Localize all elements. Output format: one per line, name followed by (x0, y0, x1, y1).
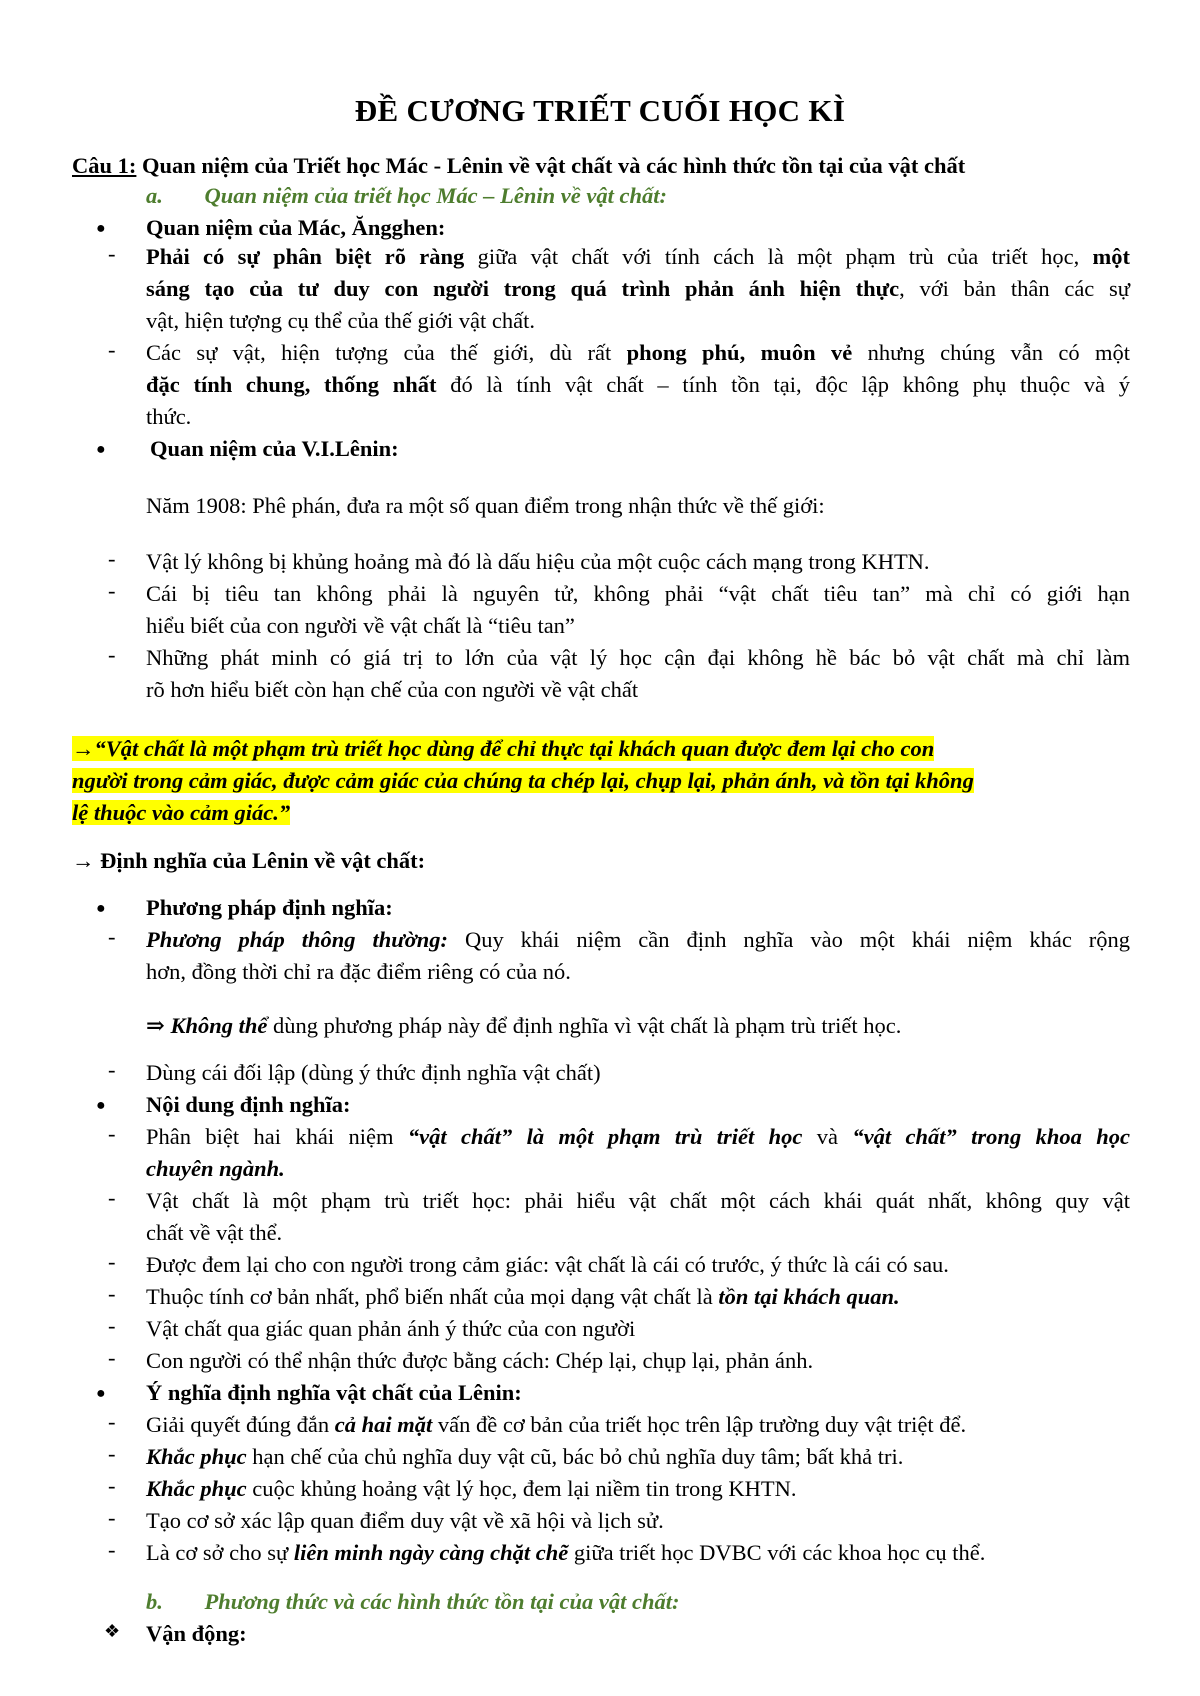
bold-text: đặc tính chung, thống nhất (146, 372, 437, 397)
marx-p1-line2 (146, 273, 1130, 305)
section-letter: a. (146, 183, 163, 208)
bullet-icon: ● (96, 1385, 106, 1402)
question-label: Câu 1: (72, 153, 137, 178)
lenin-d3-line1: Những phát minh có giá trị to lớn của vật lý học cận đại không hề bác bỏ vật chất mà chỉ làm (146, 645, 1130, 670)
dash-marker: - (108, 241, 116, 266)
method-d1-line2: hơn, đồng thời chỉ ra đặc điểm riêng có của nó. (146, 959, 571, 984)
bold-italic-text: liên minh ngày càng chặt chẽ (293, 1540, 569, 1565)
dash-marker: - (108, 1185, 116, 1210)
content-d2-line1: Vật chất là một phạm trù triết học: phải hiểu vật chất một cách khái quát nhất, không quy vật (146, 1188, 1130, 1213)
dash-marker: - (108, 1345, 116, 1370)
bullet-icon: ● (96, 1097, 106, 1114)
quote-text: “Vật chất là một phạm trù triết học dùng để chỉ thực tại khách quan được đem lại cho con (94, 736, 935, 761)
arrow-icon: → (72, 736, 95, 761)
question-text: Quan niệm của Triết học Mác - Lênin về vật chất và các hình thức tồn tại của vật chất (136, 153, 966, 178)
lenin-d2-line1: Cái bị tiêu tan không phải là nguyên tử, không phải “vật chất tiêu tan” mà chỉ có giới hạn (146, 581, 1130, 606)
text: Phân biệt hai khái niệm (146, 1124, 408, 1149)
quote-text: lệ thuộc vào cảm giác.” (72, 800, 291, 825)
text: Là cơ sở cho sự (146, 1540, 294, 1565)
dash-marker: - (108, 578, 116, 603)
dash-marker: - (108, 924, 116, 949)
text: đó là tính vật chất – tính tồn tại, độc lập không phụ thuộc và ý (436, 372, 1130, 397)
bold-italic-text: cả hai mặt (334, 1412, 433, 1437)
bold-text: phong phú, muôn vẻ (626, 340, 853, 365)
quote-line2 (72, 765, 974, 797)
meaning-d5 (146, 1537, 985, 1569)
bold-italic-text: “vật chất” là một phạm trù triết học (407, 1124, 803, 1149)
content-d5: Vật chất qua giác quan phản ánh ý thức của con người (146, 1316, 636, 1341)
text: cuộc khủng hoảng vật lý học, đem lại niềm tin trong KHTN. (246, 1476, 797, 1501)
meaning-d4: Tạo cơ sở xác lập quan điểm duy vật về xã hội và lịch sử. (146, 1508, 664, 1533)
dash-marker: - (108, 1313, 116, 1338)
text: vấn đề cơ bản của triết học trên lập trường duy vật triệt để. (432, 1412, 967, 1437)
text: giữa vật chất với tính cách là một phạm trù của triết học, (464, 244, 1093, 269)
content-d4 (146, 1281, 900, 1313)
quote-text: người trong cảm giác, được cảm giác của chúng ta chép lại, chụp lại, phản ánh, và tồn tại không (72, 768, 974, 793)
content-d1-line2: chuyên ngành. (146, 1156, 285, 1181)
dash-marker: - (108, 1121, 116, 1146)
dash-marker: - (108, 1537, 116, 1562)
lenin-d1: Vật lý không bị khủng hoảng mà đó là dấu hiệu của một cuộc cách mạng trong KHTN. (146, 549, 930, 574)
content-d6: Con người có thể nhận thức được bằng cách: Chép lại, chụp lại, phản ánh. (146, 1348, 814, 1373)
method-d2: Dùng cái đối lập (dùng ý thức định nghĩa vật chất) (146, 1060, 601, 1085)
content-d2-line2: chất về vật thể. (146, 1220, 283, 1245)
method-d1-line1 (146, 924, 1130, 956)
motion-heading: Vận động: (146, 1621, 247, 1646)
marx-p2-line1 (146, 337, 1130, 369)
bullet-icon: ● (96, 441, 106, 458)
dash-marker: - (108, 1473, 116, 1498)
lenin-d2-line2: hiểu biết của con người về vật chất là “tiêu tan” (146, 613, 575, 638)
lenin-intro: Năm 1908: Phê phán, đưa ra một số quan điểm trong nhận thức về thế giới: (146, 493, 825, 518)
bullet-icon: ● (96, 220, 106, 237)
definition-heading (72, 845, 425, 877)
text: Các sự vật, hiện tượng của thế giới, dù rất (146, 340, 627, 365)
definition-text: Định nghĩa của Lênin về vật chất: (94, 848, 426, 873)
text: Thuộc tính cơ bản nhất, phổ biến nhất của mọi dạng vật chất là (146, 1284, 719, 1309)
text: hạn chế của chủ nghĩa duy vật cũ, bác bỏ chủ nghĩa duy tâm; bất khả tri. (246, 1444, 904, 1469)
document-title: ĐỀ CƯƠNG TRIẾT CUỐI HỌC KÌ (354, 93, 846, 128)
dash-marker: - (108, 1249, 116, 1274)
marx-p2-line3: thức. (146, 404, 192, 429)
text: Giải quyết đúng đắn (146, 1412, 335, 1437)
text: và (802, 1124, 853, 1149)
meaning-heading: Ý nghĩa định nghĩa vật chất của Lênin: (146, 1380, 522, 1405)
meaning-d2 (146, 1441, 903, 1473)
quote-line3 (72, 797, 290, 829)
marx-p1-line1 (146, 241, 1130, 273)
meaning-d1 (146, 1409, 966, 1441)
dash-marker: - (108, 1057, 116, 1082)
question-1-heading (72, 150, 965, 182)
bold-italic-text: Phương pháp thông thường: (146, 927, 449, 952)
marx-p2-line2 (146, 369, 1130, 401)
diamond-bullet-icon: ❖ (104, 1621, 121, 1641)
meaning-d3 (146, 1473, 797, 1505)
section-a-heading (146, 180, 667, 212)
section-title: Quan niệm của triết học Mác – Lênin về vật chất: (204, 183, 667, 208)
dash-marker: - (108, 1505, 116, 1530)
bold-italic-text: Khắc phục (146, 1476, 247, 1501)
lenin-d3-line2: rõ hơn hiểu biết còn hạn chế của con người về vật chất (146, 677, 639, 702)
bullet-icon: ● (96, 900, 106, 917)
bold-text: một (1092, 244, 1131, 269)
quote-line1 (72, 733, 1132, 765)
bold-italic-text: tồn tại khách quan. (718, 1284, 900, 1309)
text: giữa triết học DVBC với các khoa học cụ thể. (568, 1540, 986, 1565)
content-heading: Nội dung định nghĩa: (146, 1092, 351, 1117)
section-b-heading (146, 1586, 680, 1618)
double-arrow-icon: ⇒ (146, 1013, 165, 1038)
dash-marker: - (108, 546, 116, 571)
bold-italic-text: Không thể (164, 1013, 268, 1038)
dash-marker: - (108, 1409, 116, 1434)
text: Quy khái niệm cần định nghĩa vào một khái niệm khác rộng (448, 927, 1130, 952)
marx-p1-line3: vật, hiện tượng cụ thể của thế giới vật chất. (146, 308, 535, 333)
section-title: Phương thức và các hình thức tồn tại của vật chất: (204, 1589, 680, 1614)
content-d1-line1 (146, 1121, 1130, 1153)
text: nhưng chúng vẫn có một (852, 340, 1130, 365)
bold-text: sáng tạo của tư duy con người trong quá trình phản ánh hiện thực (146, 276, 900, 301)
content-d3: Được đem lại cho con người trong cảm giác: vật chất là cái có trước, ý thức là cái có sau. (146, 1252, 949, 1277)
arrow-icon: → (72, 848, 95, 873)
method-conclusion (146, 1010, 901, 1042)
marx-heading: Quan niệm của Mác, Ăngghen: (146, 215, 446, 240)
text: dùng phương pháp này để định nghĩa vì vật chất là phạm trù triết học. (267, 1013, 902, 1038)
dash-marker: - (108, 642, 116, 667)
method-heading: Phương pháp định nghĩa: (146, 895, 393, 920)
dash-marker: - (108, 1441, 116, 1466)
dash-marker: - (108, 1281, 116, 1306)
bold-italic-text: “vật chất” trong khoa học (852, 1124, 1130, 1149)
text: , với bản thân các sự (899, 276, 1130, 301)
dash-marker: - (108, 337, 116, 362)
bold-italic-text: Khắc phục (146, 1444, 247, 1469)
lenin-heading: Quan niệm của V.I.Lênin: (150, 436, 399, 461)
bold-text: Phải có sự phân biệt rõ ràng (146, 244, 465, 269)
section-letter: b. (146, 1589, 163, 1614)
